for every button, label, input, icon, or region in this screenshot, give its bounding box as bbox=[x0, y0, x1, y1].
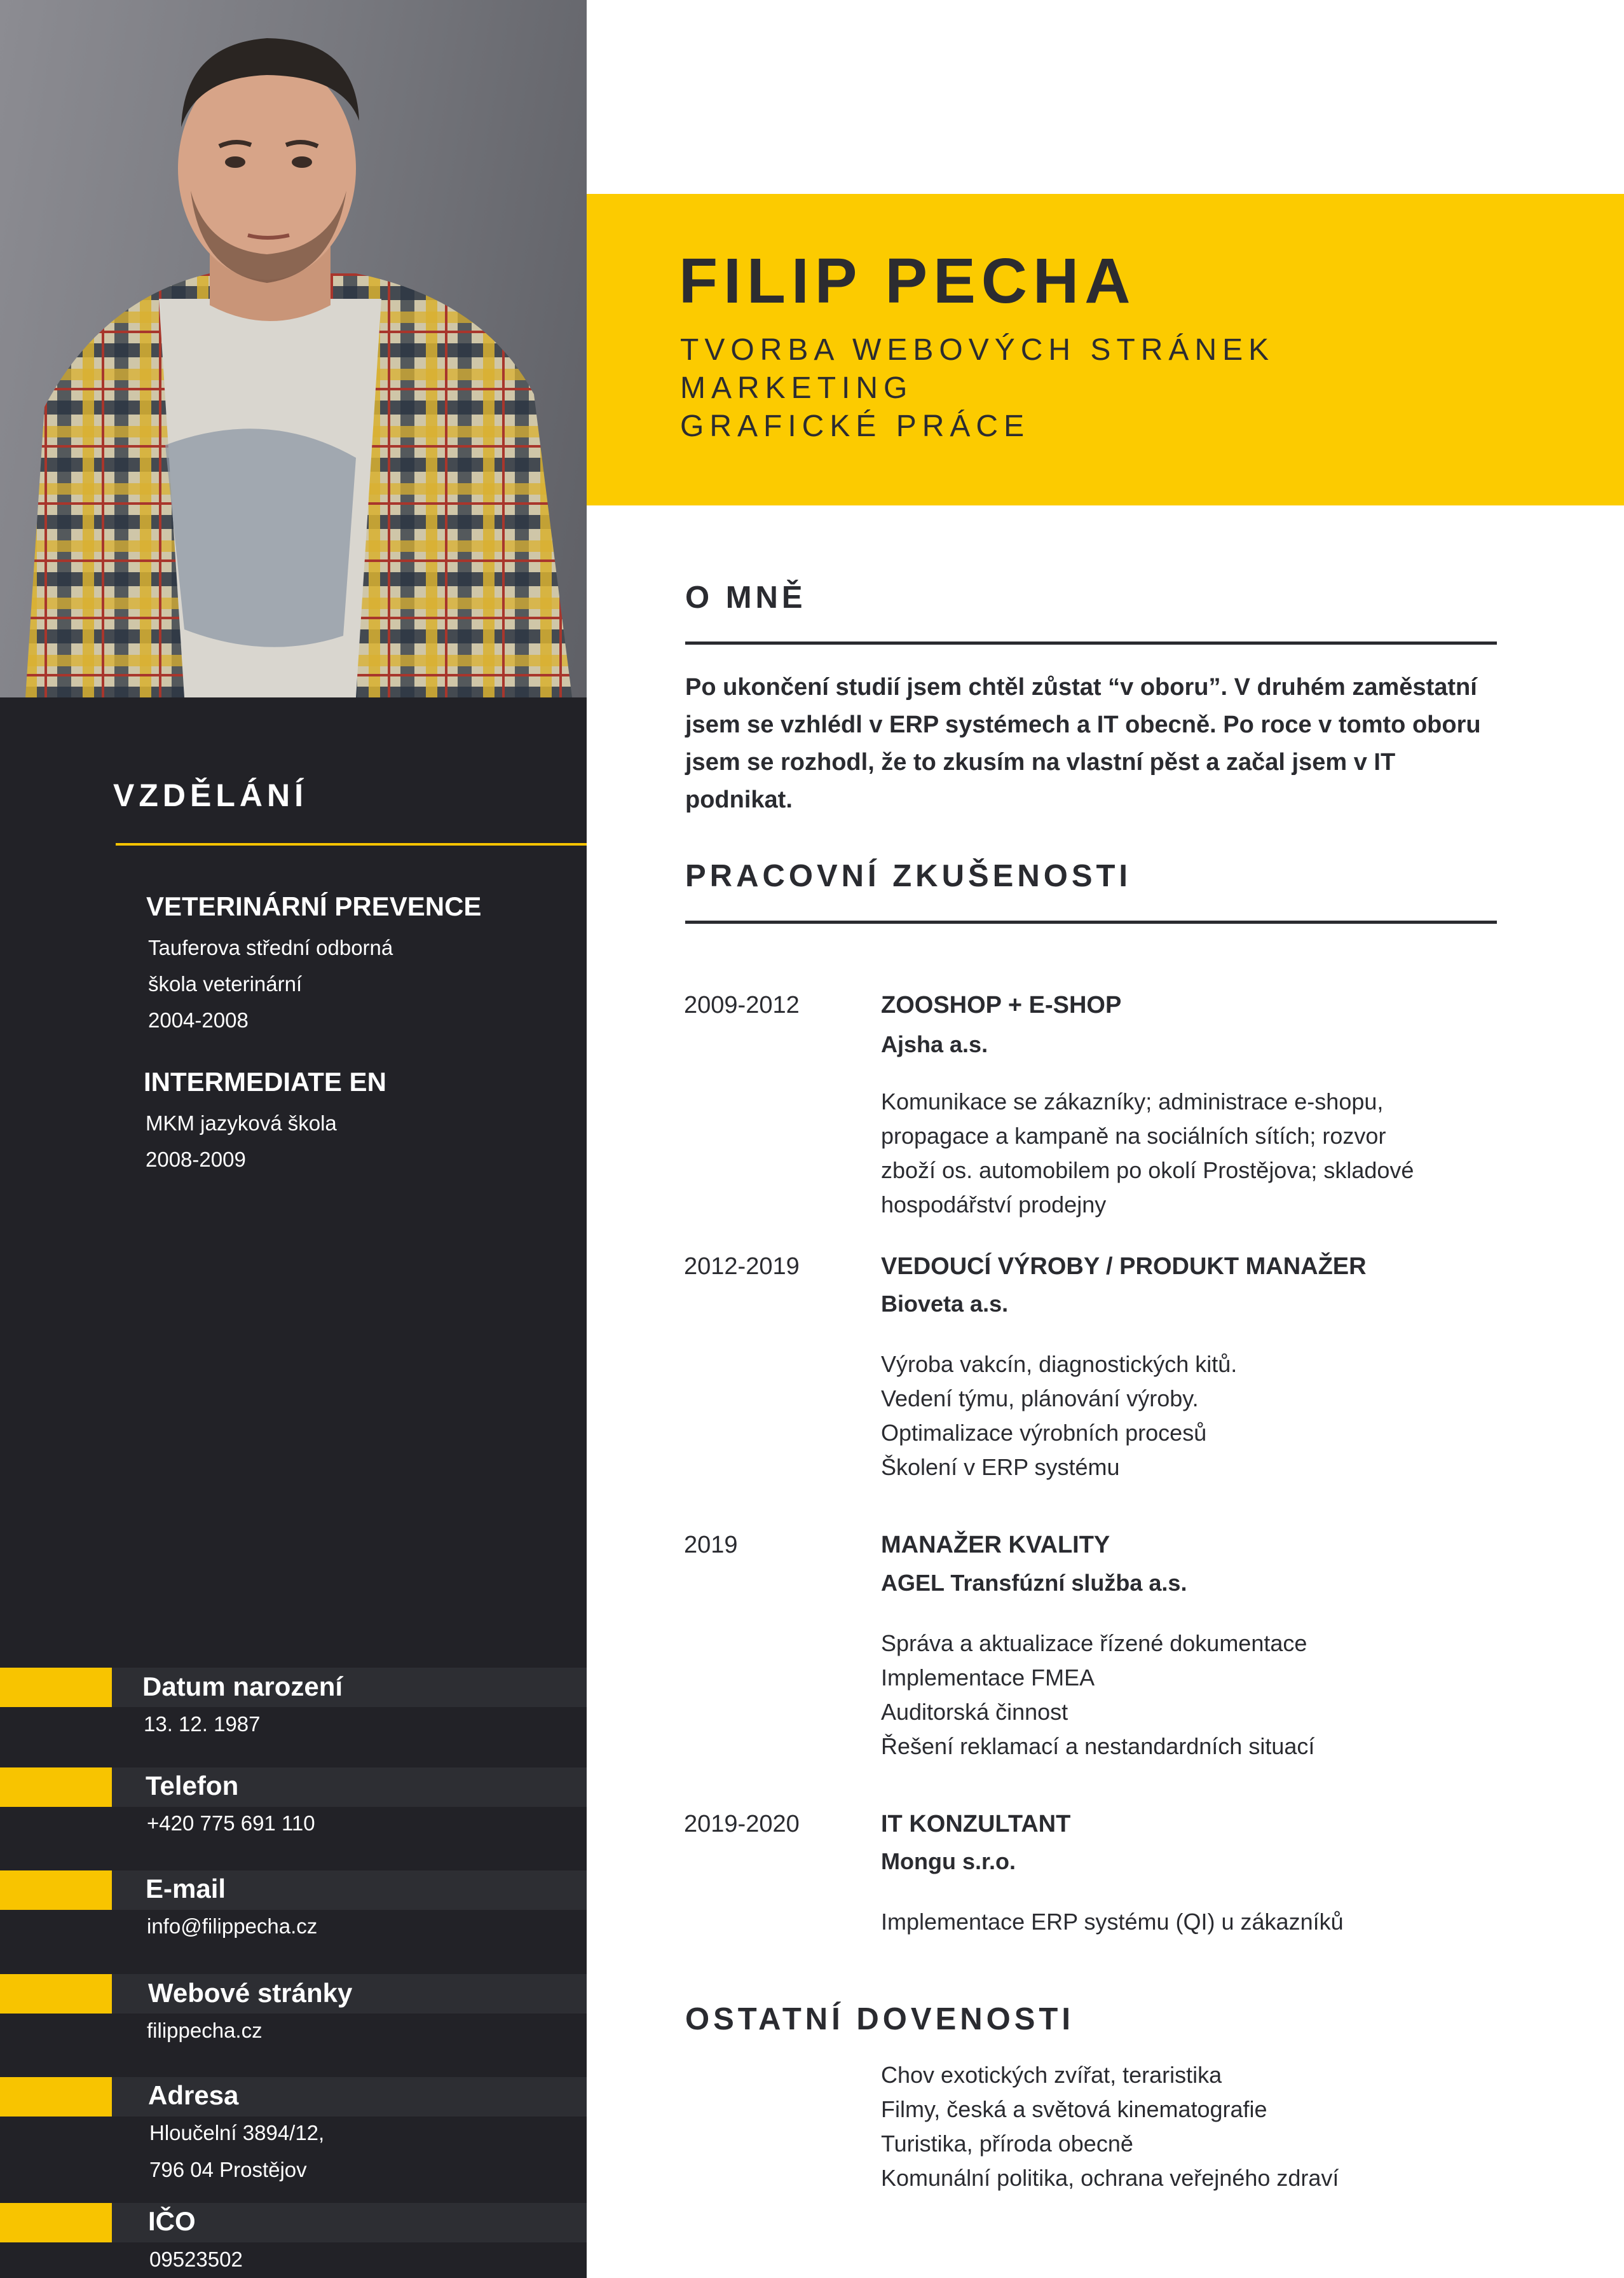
contact-accent bbox=[0, 2077, 112, 2117]
job-description-line: propagace a kampaně na sociálních sítích; rozvor bbox=[881, 1123, 1386, 1149]
about-heading: O MNĚ bbox=[685, 580, 807, 615]
contact-value-website[interactable]: filippecha.cz bbox=[147, 2019, 263, 2042]
contact-label-address: Adresa bbox=[148, 2080, 239, 2110]
job-years: 2019 bbox=[684, 1532, 738, 1558]
job-title: MANAŽER KVALITY bbox=[881, 1532, 1110, 1558]
job-company: AGEL Transfúzní služba a.s. bbox=[881, 1570, 1187, 1596]
contact-value-address: 796 04 Prostějov bbox=[149, 2158, 307, 2181]
job-description-line: hospodářství prodejny bbox=[881, 1191, 1107, 1218]
other-skill-item: Filmy, česká a světová kinematografie bbox=[881, 2096, 1267, 2122]
job-years: 2009-2012 bbox=[684, 992, 800, 1019]
education-item-title: INTERMEDIATE EN bbox=[144, 1067, 386, 1097]
job-description-line: Auditorská činnost bbox=[881, 1699, 1068, 1725]
other-skill-item: Komunální politika, ochrana veřejného zdraví bbox=[881, 2165, 1339, 2191]
job-company: Mongu s.r.o. bbox=[881, 1848, 1016, 1874]
job-description-line: zboží os. automobilem po okolí Prostějova; skladové bbox=[881, 1157, 1414, 1183]
education-item-line: MKM jazyková škola bbox=[146, 1111, 337, 1135]
job-description bbox=[881, 1347, 1237, 1485]
job-description-line: Školení v ERP systému bbox=[881, 1454, 1120, 1480]
other-skill-item: Chov exotických zvířat, teraristika bbox=[881, 2062, 1222, 2088]
job-description-line: Vedení týmu, plánování výroby. bbox=[881, 1385, 1199, 1411]
job-description bbox=[881, 1085, 1414, 1222]
job-description-line: Správa a aktualizace řízené dokumentace bbox=[881, 1630, 1307, 1656]
contact-label-website: Webové stránky bbox=[148, 1978, 353, 2008]
education-item-line: 2008-2009 bbox=[146, 1148, 246, 1171]
about-text: Po ukončení studií jsem chtěl zůstat “v oboru”. V druhém zaměstatní jsem se vzhlédl v ERP systémech a IT obecně. Po roce v tomto oboru jsem se rozhodl, že to zkusím na vlastní pěst a začal jsem v IT podnikat. bbox=[685, 674, 1481, 813]
contact-label-email: E-mail bbox=[146, 1874, 226, 1904]
contact-accent bbox=[0, 1767, 112, 1807]
education-heading: VZDĚLÁNÍ bbox=[113, 778, 308, 813]
contact-accent bbox=[0, 1870, 112, 1910]
contact-accent bbox=[0, 1668, 112, 1707]
job-title: IT KONZULTANT bbox=[881, 1811, 1071, 1837]
portrait-photo bbox=[0, 0, 587, 697]
job-description-line: Optimalizace výrobních procesů bbox=[881, 1420, 1207, 1446]
contact-value-ico: 09523502 bbox=[149, 2247, 243, 2271]
contact-value-phone[interactable]: +420 775 691 110 bbox=[147, 1811, 315, 1835]
education-item-line: škola veterinární bbox=[148, 972, 303, 996]
tagline: TVORBA WEBOVÝCH STRÁNEK bbox=[680, 333, 1275, 367]
job-title: ZOOSHOP + E-SHOP bbox=[881, 992, 1122, 1019]
contact-label-phone: Telefon bbox=[146, 1771, 239, 1801]
contact-value-address: Hloučelní 3894/12, bbox=[149, 2121, 325, 2144]
education-item-line: Tauferova střední odborná bbox=[148, 936, 393, 959]
job-description-line: Řešení reklamací a nestandardních situací bbox=[881, 1733, 1315, 1759]
job-years: 2012-2019 bbox=[684, 1253, 800, 1280]
job-company: Ajsha a.s. bbox=[881, 1031, 988, 1057]
contact-value-email[interactable]: info@filippecha.cz bbox=[147, 1914, 318, 1938]
contact-accent bbox=[0, 2203, 112, 2242]
job-company: Bioveta a.s. bbox=[881, 1291, 1009, 1317]
tagline: GRAFICKÉ PRÁCE bbox=[680, 409, 1030, 443]
job-description-line: Implementace FMEA bbox=[881, 1664, 1095, 1691]
other-skill-item: Turistika, příroda obecně bbox=[881, 2130, 1133, 2157]
person-name: FILIP PECHA bbox=[679, 245, 1136, 317]
education-item-line: 2004-2008 bbox=[148, 1008, 249, 1032]
other-skills-list bbox=[881, 2058, 1339, 2195]
education-divider bbox=[116, 843, 587, 846]
job-title: VEDOUCÍ VÝROBY / PRODUKT MANAŽER bbox=[881, 1253, 1367, 1280]
contact-label-ico: IČO bbox=[148, 2206, 196, 2236]
job-description-line: Implementace ERP systému (QI) u zákazníků bbox=[881, 1909, 1344, 1935]
tagline: MARKETING bbox=[680, 371, 913, 405]
contact-accent bbox=[0, 1974, 112, 2014]
job-description-line: Komunikace se zákazníky; administrace e-shopu, bbox=[881, 1088, 1384, 1115]
job-years: 2019-2020 bbox=[684, 1811, 800, 1837]
job-description-line: Výroba vakcín, diagnostických kitů. bbox=[881, 1351, 1238, 1377]
job-description bbox=[881, 1626, 1314, 1764]
other-heading: OSTATNÍ DOVENOSTI bbox=[685, 2002, 1074, 2036]
contact-value-birthdate: 13. 12. 1987 bbox=[144, 1712, 261, 1736]
job-description bbox=[881, 1905, 1344, 1939]
about-divider bbox=[685, 642, 1497, 645]
education-item-title: VETERINÁRNÍ PREVENCE bbox=[146, 891, 482, 921]
contact-label-birthdate: Datum narození bbox=[142, 1671, 343, 1701]
experience-heading: PRACOVNÍ ZKUŠENOSTI bbox=[685, 859, 1132, 893]
experience-divider bbox=[685, 921, 1497, 924]
